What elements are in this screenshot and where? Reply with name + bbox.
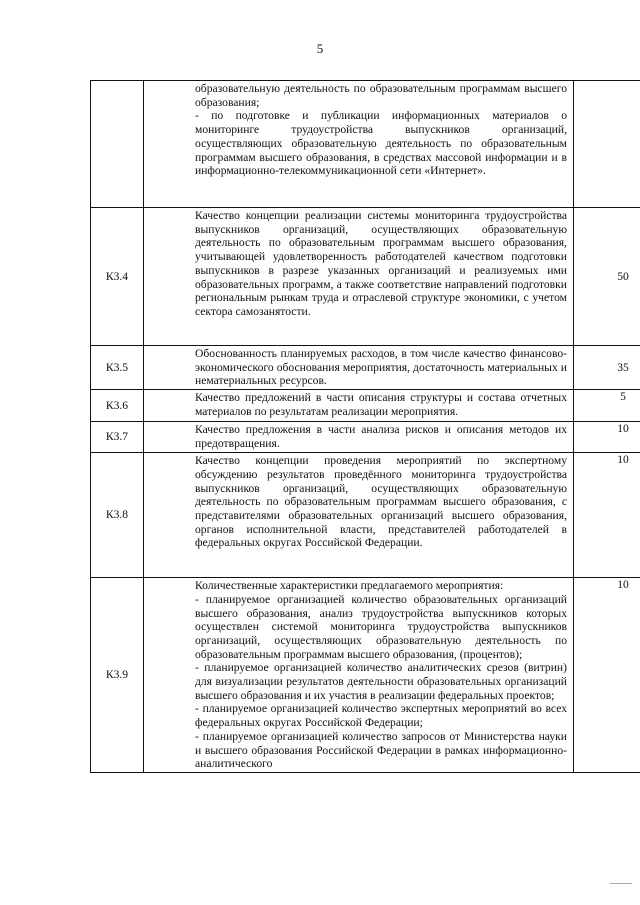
criterion-score: 10: [574, 453, 640, 578]
criterion-score: 35: [574, 346, 640, 390]
table-row: [91, 208, 640, 346]
criterion-code: К3.6: [91, 390, 144, 422]
criterion-description: [144, 208, 574, 346]
description-paragraph: Качество предложения в части анализа рисков и описания методов их предотвращения.: [195, 423, 567, 450]
criterion-score: 10: [574, 578, 640, 773]
criterion-code: К3.8: [91, 453, 144, 578]
table-row: [91, 81, 640, 208]
criterion-code: К3.9: [91, 578, 144, 773]
table-row: [91, 422, 640, 453]
table-row: [91, 578, 640, 773]
criterion-description: [144, 453, 574, 578]
description-paragraph: - планируемое организацией количество запросов от Министерства науки и высшего образования Российской Федерации в рамках информационно-аналитического: [195, 729, 567, 771]
scan-artifact: [610, 883, 632, 884]
description-paragraph: Качество концепции проведения мероприятий по экспертному обсуждению результатов проведённого мониторинга трудоустройства выпускников организаций, осуществляющих образовательную деятельность по образовательным программам высшего образования, с представителями образовательных организаций высшего образования, органов исполнительной власти, представителей работодателей в федеральных округах Российской Федерации.: [195, 454, 567, 550]
description-paragraph: образовательную деятельность по образовательным программам высшего образования;: [195, 82, 567, 109]
criterion-code: К3.7: [91, 422, 144, 453]
criterion-score: 5: [574, 390, 640, 422]
description-paragraph: - планируемое организацией количество экспертных мероприятий во всех федеральных округах Российской Федерации;: [195, 702, 567, 730]
criterion-description: [144, 390, 574, 422]
description-paragraph: Качество концепции реализации системы мониторинга трудоустройства выпускников организаций, осуществляющих образовательную деятельность по образовательным программам высшего образования, учитывающей удовлетворенность работодателей качеством подготовки выпускников в разрезе указанных организаций и реализуемых ими образовательных программ, а также соответствие направлений подготовки региональным рынкам труда и отраслевой структуре экономики, с учетом сектора самозанятости.: [195, 209, 567, 318]
criterion-score: [574, 81, 640, 208]
criterion-description: [144, 578, 574, 773]
description-paragraph: - планируемое организацией количество образовательных организаций высшего образования, анализ трудоустройства выпускников которых осуществлен системой мониторинга трудоустройства выпускников организаций, осуществляющих образовательную деятельность по образовательным программам высшего образования, (процентов);: [195, 592, 567, 661]
table-row: [91, 346, 640, 390]
description-paragraph: Обоснованность планируемых расходов, в том числе качество финансово-экономического обоснования мероприятия, достаточность материальных и нематериальных ресурсов.: [195, 347, 567, 388]
criterion-description: [144, 422, 574, 453]
description-paragraph: Качество предложений в части описания структуры и состава отчетных материалов по результатам реализации мероприятия.: [195, 391, 567, 418]
criterion-score: 50: [574, 208, 640, 346]
description-paragraph: Количественные характеристики предлагаемого мероприятия:: [195, 579, 504, 593]
description-paragraph: - по подготовке и публикации информационных материалов о мониторинге трудоустройства выпускников организаций, осуществляющих образовательную деятельность по образовательным программам высшего образования, в средствах массовой информации и в информационно-телекоммуникационной сети «Интернет».: [195, 109, 567, 178]
criterion-code: К3.5: [91, 346, 144, 390]
criteria-table: [90, 80, 640, 773]
criterion-code: К3.4: [91, 208, 144, 346]
table-row: [91, 453, 640, 578]
criterion-description: [144, 81, 574, 208]
page-number: 5: [316, 41, 324, 56]
criterion-code: [91, 81, 144, 208]
description-paragraph: - планируемое организацией количество аналитических срезов (витрин) для визуализации результатов деятельности образовательных организаций высшего образования и их участия в реализации федеральных проектов;: [195, 661, 567, 702]
table-row: [91, 390, 640, 422]
criterion-description: [144, 346, 574, 390]
criterion-score: 10: [574, 422, 640, 453]
